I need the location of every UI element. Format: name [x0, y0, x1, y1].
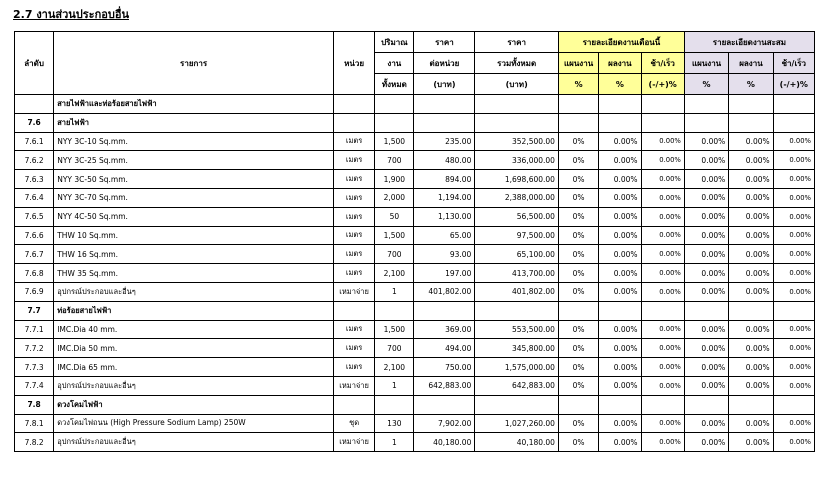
table-row	[15, 188, 815, 207]
cell-unit: เมตร	[333, 188, 374, 207]
cell-unit	[333, 395, 374, 414]
col-qty-header: ปริมาณ	[375, 32, 414, 53]
cell-m-result: 0.00%	[599, 282, 641, 301]
cell-qty: 130	[375, 414, 414, 433]
cell-total: 2,388,000.00	[475, 188, 559, 207]
cell-c-diff: 0.00%	[773, 207, 814, 226]
cell-qty: 2,100	[375, 264, 414, 283]
cell-total: 40,180.00	[475, 433, 559, 452]
col-uprice-header: ราคา	[414, 32, 475, 53]
cell-m-diff: 0.00%	[641, 170, 684, 189]
cell-c-plan	[684, 301, 728, 320]
cell-m-result	[599, 301, 641, 320]
cell-unit: เหมาจ่าย	[333, 376, 374, 395]
cell-item: ดวงโคมไฟฟ้า	[54, 395, 334, 414]
cell-m-diff: 0.00%	[641, 245, 684, 264]
cell-m-result: 0.00%	[599, 376, 641, 395]
cell-unit: เมตร	[333, 245, 374, 264]
col-total-header: ราคา	[475, 32, 559, 53]
cell-no: 7.8.1	[15, 414, 54, 433]
cell-uprice: 480.00	[414, 151, 475, 170]
cell-m-plan: 0%	[558, 245, 598, 264]
cell-item: อุปกรณ์ประกอบและอื่นๆ	[54, 282, 334, 301]
table-row	[15, 207, 815, 226]
col-total-header-2: รวมทั้งหมด	[475, 53, 559, 74]
cell-qty: 700	[375, 339, 414, 358]
month-group-header: รายละเอียดงานเดือนนี้	[558, 32, 684, 53]
cell-m-plan: 0%	[558, 282, 598, 301]
cell-m-plan: 0%	[558, 226, 598, 245]
section-row	[15, 395, 815, 414]
cell-uprice: 750.00	[414, 358, 475, 377]
cell-uprice: 369.00	[414, 320, 475, 339]
cell-item: อุปกรณ์ประกอบและอื่นๆ	[54, 376, 334, 395]
cell-item: NYY 3C-10 Sq.mm.	[54, 132, 334, 151]
cell-c-diff: 0.00%	[773, 414, 814, 433]
table-row	[15, 282, 815, 301]
cell-total	[475, 95, 559, 114]
cell-item: NYY 4C-50 Sq.mm.	[54, 207, 334, 226]
cell-uprice	[414, 395, 475, 414]
cell-total: 1,575,000.00	[475, 358, 559, 377]
month-plan-pct-header: %	[558, 74, 598, 95]
cell-uprice: 7,902.00	[414, 414, 475, 433]
cell-c-diff	[773, 95, 814, 114]
cell-qty: 2,000	[375, 188, 414, 207]
cell-qty	[375, 95, 414, 114]
table-row	[15, 132, 815, 151]
section-row	[15, 113, 815, 132]
cell-unit: เหมาจ่าย	[333, 282, 374, 301]
cell-m-result	[599, 113, 641, 132]
cell-c-result: 0.00%	[729, 358, 773, 377]
cell-c-result	[729, 95, 773, 114]
col-uprice-header-3: (บาท)	[414, 74, 475, 95]
cell-m-result	[599, 395, 641, 414]
cell-c-diff: 0.00%	[773, 376, 814, 395]
cell-m-result: 0.00%	[599, 226, 641, 245]
cell-no: 7.6.6	[15, 226, 54, 245]
cell-m-plan	[558, 395, 598, 414]
cell-total: 553,500.00	[475, 320, 559, 339]
cell-m-diff: 0.00%	[641, 320, 684, 339]
cell-c-diff: 0.00%	[773, 151, 814, 170]
cell-uprice: 197.00	[414, 264, 475, 283]
cell-qty	[375, 301, 414, 320]
table-row	[15, 245, 815, 264]
cell-c-plan: 0.00%	[684, 282, 728, 301]
cell-unit: เมตร	[333, 132, 374, 151]
cell-total	[475, 301, 559, 320]
cell-m-result: 0.00%	[599, 433, 641, 452]
section-row	[15, 301, 815, 320]
cell-m-plan: 0%	[558, 339, 598, 358]
cell-c-diff: 0.00%	[773, 320, 814, 339]
cell-m-diff: 0.00%	[641, 226, 684, 245]
cell-unit: เมตร	[333, 151, 374, 170]
cell-item: IMC.Dia 65 mm.	[54, 358, 334, 377]
cell-total: 65,100.00	[475, 245, 559, 264]
cell-m-result: 0.00%	[599, 245, 641, 264]
cell-unit: เมตร	[333, 170, 374, 189]
col-total-header-3: (บาท)	[475, 74, 559, 95]
cell-m-plan	[558, 113, 598, 132]
cell-unit: เมตร	[333, 358, 374, 377]
cell-c-diff	[773, 113, 814, 132]
cell-no: 7.7.1	[15, 320, 54, 339]
cell-c-result	[729, 301, 773, 320]
cell-no: 7.6.2	[15, 151, 54, 170]
col-qty-header-3: ทั้งหมด	[375, 74, 414, 95]
cell-item: สายไฟฟ้าและท่อร้อยสายไฟฟ้า	[54, 95, 334, 114]
cell-qty	[375, 113, 414, 132]
cell-item: IMC.Dia 40 mm.	[54, 320, 334, 339]
cell-unit: เหมาจ่าย	[333, 433, 374, 452]
cell-c-diff: 0.00%	[773, 226, 814, 245]
cell-c-result: 0.00%	[729, 376, 773, 395]
cell-m-result: 0.00%	[599, 207, 641, 226]
cell-m-diff	[641, 113, 684, 132]
cell-qty: 1,500	[375, 132, 414, 151]
cell-c-plan: 0.00%	[684, 433, 728, 452]
cell-m-diff: 0.00%	[641, 433, 684, 452]
cell-c-diff: 0.00%	[773, 170, 814, 189]
cell-c-plan: 0.00%	[684, 264, 728, 283]
cell-uprice	[414, 95, 475, 114]
cell-m-plan: 0%	[558, 132, 598, 151]
cum-plan-pct-header: %	[684, 74, 728, 95]
cell-c-result: 0.00%	[729, 433, 773, 452]
cell-m-result: 0.00%	[599, 151, 641, 170]
cell-no: 7.6.4	[15, 188, 54, 207]
cell-total: 352,500.00	[475, 132, 559, 151]
cell-c-result: 0.00%	[729, 132, 773, 151]
table-row	[15, 376, 815, 395]
cell-total: 413,700.00	[475, 264, 559, 283]
page-title: 2.7 งานส่วนประกอบอื่น	[13, 8, 129, 21]
cell-unit: เมตร	[333, 320, 374, 339]
cell-no: 7.7.2	[15, 339, 54, 358]
cell-m-plan: 0%	[558, 151, 598, 170]
cell-c-result: 0.00%	[729, 226, 773, 245]
cell-item: ดวงโคมไฟถนน (High Pressure Sodium Lamp) 250W	[54, 414, 334, 433]
cell-c-diff: 0.00%	[773, 188, 814, 207]
cell-m-diff: 0.00%	[641, 339, 684, 358]
cell-qty: 1	[375, 282, 414, 301]
cell-item: IMC.Dia 50 mm.	[54, 339, 334, 358]
cell-qty: 1	[375, 376, 414, 395]
cell-no: 7.7.4	[15, 376, 54, 395]
cell-uprice: 494.00	[414, 339, 475, 358]
cell-total: 1,698,600.00	[475, 170, 559, 189]
cell-total	[475, 113, 559, 132]
cell-unit: เมตร	[333, 264, 374, 283]
cum-result-header: ผลงาน	[729, 53, 773, 74]
cell-c-plan: 0.00%	[684, 170, 728, 189]
cell-qty: 50	[375, 207, 414, 226]
cell-m-diff: 0.00%	[641, 151, 684, 170]
cell-m-plan: 0%	[558, 170, 598, 189]
cell-c-plan: 0.00%	[684, 151, 728, 170]
cell-item: ท่อร้อยสายไฟฟ้า	[54, 301, 334, 320]
table-row	[15, 339, 815, 358]
col-item-header: รายการ	[54, 32, 334, 95]
cell-m-result: 0.00%	[599, 170, 641, 189]
cell-c-plan: 0.00%	[684, 245, 728, 264]
cell-qty: 700	[375, 245, 414, 264]
cell-c-plan: 0.00%	[684, 376, 728, 395]
cell-m-plan	[558, 95, 598, 114]
cell-m-plan: 0%	[558, 433, 598, 452]
cell-c-plan	[684, 395, 728, 414]
month-result-pct-header: %	[599, 74, 641, 95]
cell-no: 7.7.3	[15, 358, 54, 377]
cell-c-result: 0.00%	[729, 188, 773, 207]
cell-m-result: 0.00%	[599, 132, 641, 151]
cell-m-result: 0.00%	[599, 339, 641, 358]
cell-m-diff	[641, 301, 684, 320]
cell-no: 7.8	[15, 395, 54, 414]
cell-c-result: 0.00%	[729, 264, 773, 283]
table-row	[15, 264, 815, 283]
month-plan-header: แผนงาน	[558, 53, 598, 74]
table-row	[15, 170, 815, 189]
cell-uprice	[414, 301, 475, 320]
cell-uprice: 642,883.00	[414, 376, 475, 395]
cell-c-result: 0.00%	[729, 245, 773, 264]
cell-item: สายไฟฟ้า	[54, 113, 334, 132]
cell-m-diff: 0.00%	[641, 282, 684, 301]
cell-c-result: 0.00%	[729, 339, 773, 358]
cell-c-diff: 0.00%	[773, 358, 814, 377]
cell-m-plan: 0%	[558, 264, 598, 283]
cell-unit: เมตร	[333, 339, 374, 358]
cell-c-diff: 0.00%	[773, 264, 814, 283]
boq-table	[14, 31, 815, 452]
cell-qty	[375, 395, 414, 414]
cell-m-result	[599, 95, 641, 114]
cell-c-diff: 0.00%	[773, 339, 814, 358]
cell-item: อุปกรณ์ประกอบและอื่นๆ	[54, 433, 334, 452]
cell-m-diff: 0.00%	[641, 188, 684, 207]
cell-unit: เมตร	[333, 226, 374, 245]
cell-m-plan: 0%	[558, 414, 598, 433]
cell-c-result: 0.00%	[729, 414, 773, 433]
cell-c-plan: 0.00%	[684, 188, 728, 207]
cell-c-plan	[684, 113, 728, 132]
cell-no	[15, 95, 54, 114]
cell-no: 7.6.9	[15, 282, 54, 301]
cell-c-diff: 0.00%	[773, 433, 814, 452]
month-result-header: ผลงาน	[599, 53, 641, 74]
cell-c-diff: 0.00%	[773, 132, 814, 151]
cell-uprice: 40,180.00	[414, 433, 475, 452]
cell-m-diff: 0.00%	[641, 376, 684, 395]
table-row	[15, 320, 815, 339]
cell-uprice: 401,802.00	[414, 282, 475, 301]
cell-c-plan: 0.00%	[684, 207, 728, 226]
month-diff-pct-header: (-/+)%	[641, 74, 684, 95]
cell-no: 7.7	[15, 301, 54, 320]
cell-total: 401,802.00	[475, 282, 559, 301]
cell-m-diff: 0.00%	[641, 358, 684, 377]
table-row	[15, 226, 815, 245]
cell-item: THW 16 Sq.mm.	[54, 245, 334, 264]
cell-m-result: 0.00%	[599, 414, 641, 433]
cell-total: 336,000.00	[475, 151, 559, 170]
table-row	[15, 151, 815, 170]
cell-qty: 700	[375, 151, 414, 170]
cell-m-plan: 0%	[558, 358, 598, 377]
cell-m-diff: 0.00%	[641, 207, 684, 226]
cell-c-diff: 0.00%	[773, 282, 814, 301]
cum-diff-pct-header: (-/+)%	[773, 74, 814, 95]
section-row	[15, 95, 815, 114]
cell-uprice: 1,194.00	[414, 188, 475, 207]
cell-c-diff	[773, 395, 814, 414]
cell-m-plan: 0%	[558, 376, 598, 395]
cell-no: 7.8.2	[15, 433, 54, 452]
cum-diff-header: ช้า/เร็ว	[773, 53, 814, 74]
cell-unit: เมตร	[333, 207, 374, 226]
cell-m-diff: 0.00%	[641, 414, 684, 433]
cell-no: 7.6	[15, 113, 54, 132]
cell-c-result: 0.00%	[729, 207, 773, 226]
cell-c-diff: 0.00%	[773, 245, 814, 264]
cell-uprice	[414, 113, 475, 132]
cell-c-result: 0.00%	[729, 170, 773, 189]
cell-c-plan: 0.00%	[684, 414, 728, 433]
cum-plan-header: แผนงาน	[684, 53, 728, 74]
cell-c-result	[729, 113, 773, 132]
cell-item: NYY 3C-25 Sq.mm.	[54, 151, 334, 170]
cell-unit	[333, 113, 374, 132]
cell-c-result: 0.00%	[729, 151, 773, 170]
cell-no: 7.6.5	[15, 207, 54, 226]
cell-m-plan: 0%	[558, 320, 598, 339]
cell-c-plan	[684, 95, 728, 114]
cell-unit	[333, 95, 374, 114]
table-row	[15, 414, 815, 433]
cell-item: THW 10 Sq.mm.	[54, 226, 334, 245]
month-diff-header: ช้า/เร็ว	[641, 53, 684, 74]
cell-m-diff	[641, 95, 684, 114]
cell-qty: 1,500	[375, 226, 414, 245]
cum-group-header: รายละเอียดงานสะสม	[684, 32, 814, 53]
cell-no: 7.6.1	[15, 132, 54, 151]
cell-qty: 1	[375, 433, 414, 452]
cum-result-pct-header: %	[729, 74, 773, 95]
cell-uprice: 894.00	[414, 170, 475, 189]
cell-m-plan: 0%	[558, 188, 598, 207]
cell-item: NYY 3C-70 Sq.mm.	[54, 188, 334, 207]
col-qty-header-2: งาน	[375, 53, 414, 74]
cell-total: 345,800.00	[475, 339, 559, 358]
cell-total: 97,500.00	[475, 226, 559, 245]
cell-m-diff: 0.00%	[641, 132, 684, 151]
cell-unit: ชุด	[333, 414, 374, 433]
cell-uprice: 93.00	[414, 245, 475, 264]
cell-m-plan	[558, 301, 598, 320]
cell-uprice: 1,130.00	[414, 207, 475, 226]
cell-c-result	[729, 395, 773, 414]
col-uprice-header-2: ต่อหน่วย	[414, 53, 475, 74]
cell-total: 56,500.00	[475, 207, 559, 226]
cell-total	[475, 395, 559, 414]
cell-total: 1,027,260.00	[475, 414, 559, 433]
cell-qty: 2,100	[375, 358, 414, 377]
cell-item: NYY 3C-50 Sq.mm.	[54, 170, 334, 189]
table-row	[15, 358, 815, 377]
cell-item: THW 35 Sq.mm.	[54, 264, 334, 283]
cell-m-result: 0.00%	[599, 320, 641, 339]
cell-no: 7.6.3	[15, 170, 54, 189]
cell-c-plan: 0.00%	[684, 339, 728, 358]
cell-unit	[333, 301, 374, 320]
cell-c-diff	[773, 301, 814, 320]
cell-uprice: 65.00	[414, 226, 475, 245]
cell-m-plan: 0%	[558, 207, 598, 226]
cell-m-result: 0.00%	[599, 188, 641, 207]
cell-no: 7.6.7	[15, 245, 54, 264]
cell-total: 642,883.00	[475, 376, 559, 395]
cell-m-diff	[641, 395, 684, 414]
col-no-header: ลำดับ	[15, 32, 54, 95]
cell-qty: 1,500	[375, 320, 414, 339]
cell-qty: 1,900	[375, 170, 414, 189]
cell-uprice: 235.00	[414, 132, 475, 151]
cell-c-plan: 0.00%	[684, 132, 728, 151]
cell-c-plan: 0.00%	[684, 320, 728, 339]
cell-c-plan: 0.00%	[684, 358, 728, 377]
cell-m-result: 0.00%	[599, 264, 641, 283]
col-unit-header: หน่วย	[333, 32, 374, 95]
cell-c-result: 0.00%	[729, 320, 773, 339]
cell-m-result: 0.00%	[599, 358, 641, 377]
cell-c-plan: 0.00%	[684, 226, 728, 245]
table-row	[15, 433, 815, 452]
cell-c-result: 0.00%	[729, 282, 773, 301]
cell-no: 7.6.8	[15, 264, 54, 283]
cell-m-diff: 0.00%	[641, 264, 684, 283]
